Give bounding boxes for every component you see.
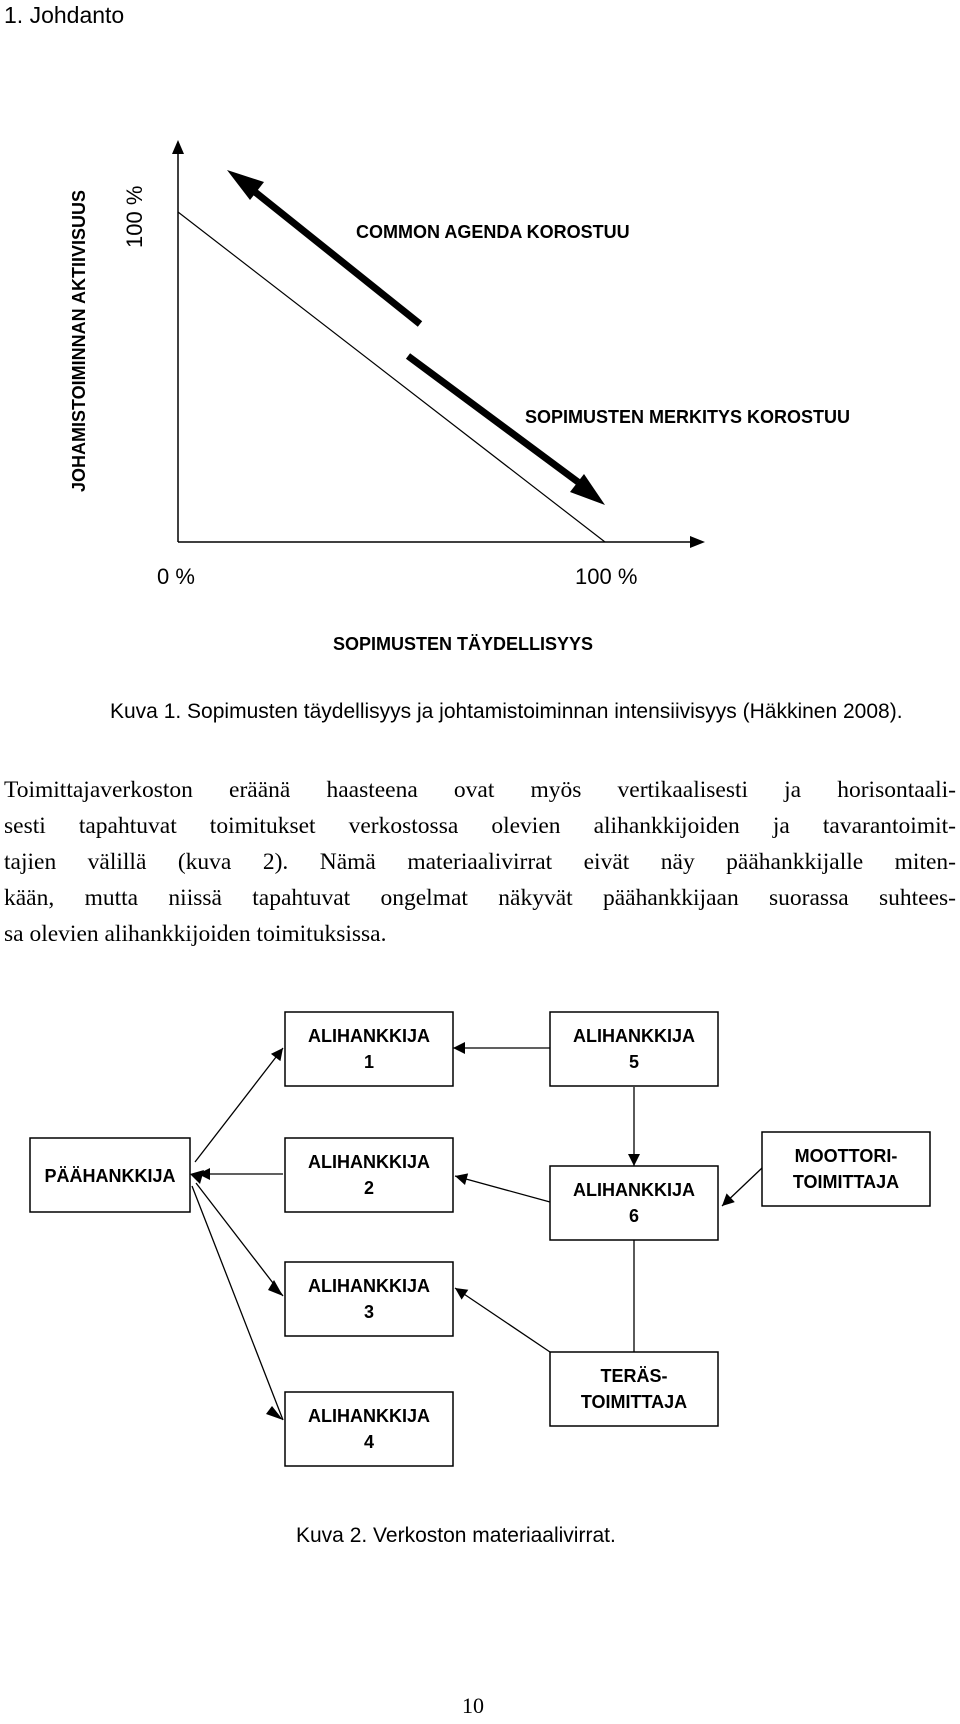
- node-label: MOOTTORI-: [794, 1146, 898, 1166]
- node-number: 5: [628, 1052, 640, 1072]
- node-alihankkija-3: [285, 1262, 453, 1336]
- body-line: sesti tapahtuvat toimitukset verkostossa olevien alihankkijoiden ja tavarantoimit-: [4, 813, 956, 839]
- y-max-label: 100 %: [122, 185, 147, 248]
- figure-2-network-diagram: [0, 1000, 960, 1480]
- node-number: 3: [363, 1302, 375, 1322]
- node-terastoimittaja: [550, 1352, 718, 1426]
- node-label: ALIHANKKIJA: [307, 1276, 431, 1296]
- arrowhead-paa-ali3: [190, 1170, 204, 1184]
- body-line: sa olevien alihankkijoiden toimituksissa.: [4, 921, 387, 947]
- node-number: 6: [628, 1206, 640, 1226]
- x-axis-label: SOPIMUSTEN TÄYDELLISYYS: [333, 634, 594, 654]
- node-number: 2: [363, 1178, 375, 1198]
- node-number: 4: [363, 1432, 375, 1452]
- body-line: tajien välillä (kuva 2). Nämä materiaalivirrat eivät näy päähankkijalle miten-: [4, 849, 956, 875]
- arrowhead-ali3-in: [268, 1280, 283, 1296]
- x-max-label: 100 %: [575, 564, 638, 589]
- trade-off-line: [178, 212, 605, 542]
- node-label: ALIHANKKIJA: [572, 1026, 696, 1046]
- x-axis-arrowhead: [690, 536, 705, 548]
- node-label: ALIHANKKIJA: [307, 1406, 431, 1426]
- y-axis-label: JOHAMISTOIMINNAN AKTIIVISUUS: [69, 189, 89, 492]
- node-moottoritoimittaja: [762, 1132, 930, 1206]
- link-ali1-paa: [195, 1048, 283, 1162]
- node-label: PÄÄHANKKIJA: [44, 1166, 176, 1186]
- arrow-up-label: COMMON AGENDA KOROSTUU: [356, 222, 630, 242]
- link-paa-ali4: [192, 1186, 283, 1420]
- node-label: ALIHANKKIJA: [572, 1180, 696, 1200]
- link-paa-ali3: [196, 1183, 283, 1296]
- figure-1-diagram: [0, 120, 960, 680]
- node-label: ALIHANKKIJA: [307, 1026, 431, 1046]
- body-line: Toimittajaverkoston eräänä haasteena ovat myös vertikaalisesti ja horisontaali-: [4, 777, 956, 803]
- node-alihankkija-1: [285, 1012, 453, 1086]
- node-alihankkija-5: [550, 1012, 718, 1086]
- figure-2-caption: Kuva 2. Verkoston materiaalivirrat.: [296, 1524, 616, 1547]
- node-number: 1: [363, 1052, 375, 1072]
- figure-1-caption: Kuva 1. Sopimusten täydellisyys ja johtamistoiminnan intensiivisyys (Häkkinen 2008).: [110, 700, 903, 723]
- link-moottori-ali6: [722, 1168, 762, 1206]
- node-label: TERÄS-: [600, 1366, 668, 1386]
- node-alihankkija-4: [285, 1392, 453, 1466]
- section-header: 1. Johdanto: [4, 2, 125, 28]
- x-min-label: 0 %: [157, 564, 195, 589]
- body-paragraph: [4, 772, 956, 952]
- arrow-down-label: SOPIMUSTEN MERKITYS KOROSTUU: [525, 407, 851, 427]
- node-label: TOIMITTAJA: [792, 1172, 900, 1192]
- node-label: ALIHANKKIJA: [307, 1152, 431, 1172]
- link-teras-ali3: [455, 1288, 550, 1352]
- node-alihankkija-6: [550, 1166, 718, 1240]
- node-label: TOIMITTAJA: [580, 1392, 688, 1412]
- y-axis-arrowhead: [172, 140, 184, 154]
- arrow-up-shaft: [255, 192, 420, 324]
- link-ali6-ali2: [455, 1176, 550, 1202]
- node-alihankkija-2: [285, 1138, 453, 1212]
- body-line: kään, mutta niissä tapahtuvat ongelmat näkyvät päähankkijaan suorassa suhtees-: [4, 885, 956, 911]
- node-paahankkija: [30, 1138, 190, 1212]
- page-number: 10: [462, 1693, 484, 1718]
